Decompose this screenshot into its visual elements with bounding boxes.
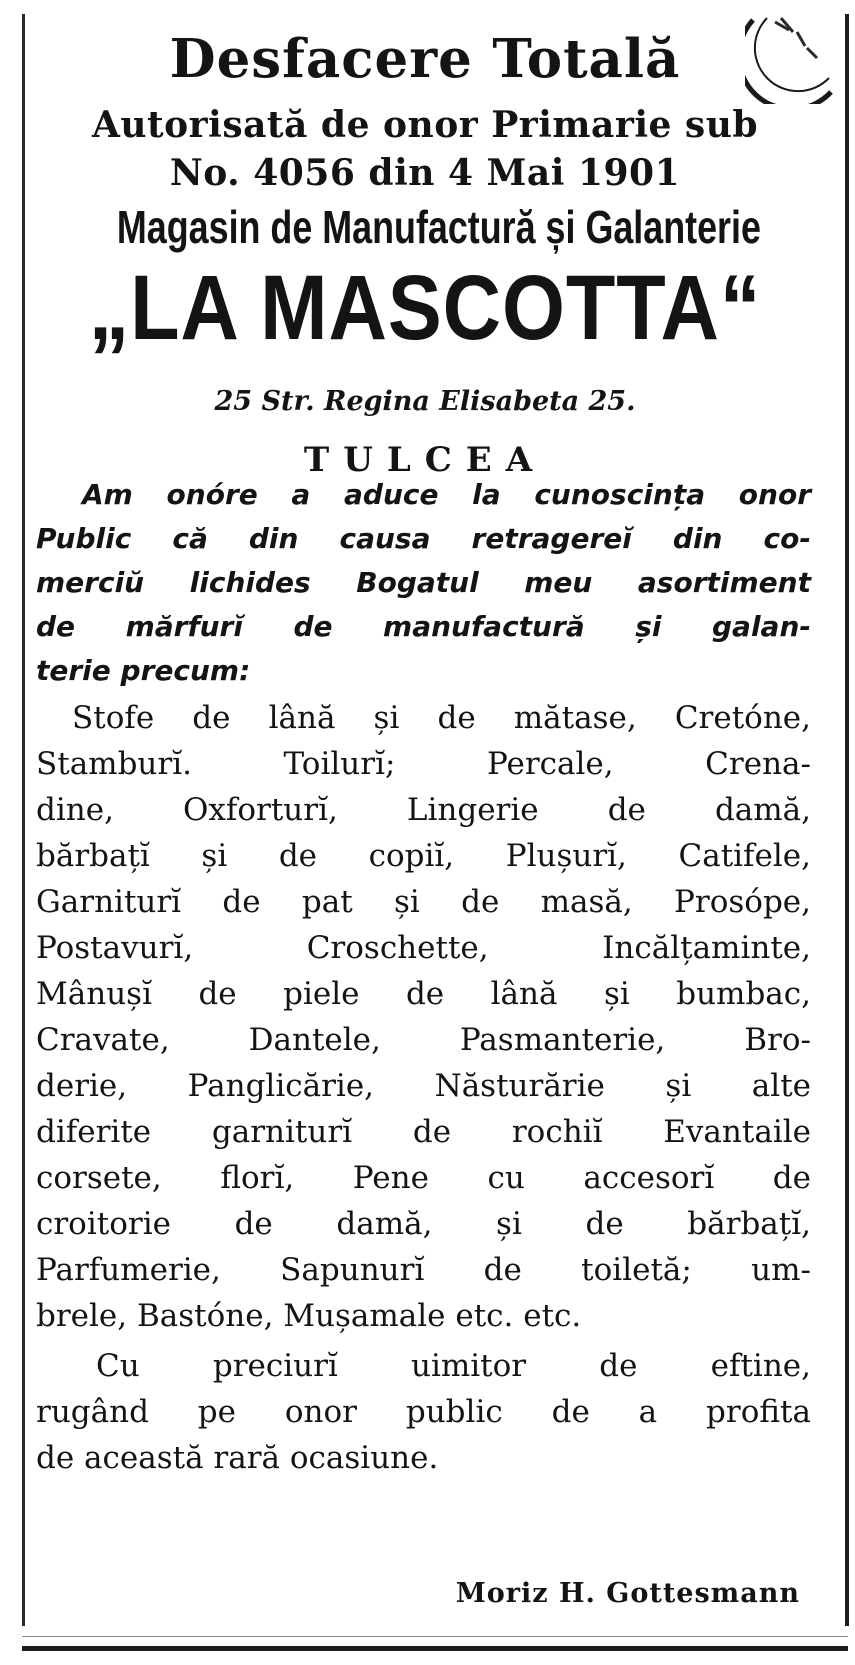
signature: Moriz H. Gottesmann	[455, 1578, 800, 1609]
goods-line: Cravate, Dantele, Pasmanterie, Bro-	[36, 1022, 811, 1058]
goods-line: croitorie de damă, și de bărbațĭ,	[36, 1206, 811, 1242]
shop-address: 25 Str. Regina Elisabeta 25.	[214, 386, 636, 417]
closing-line: de această rară ocasiune.	[36, 1440, 439, 1476]
shop-type: Magasin de Manufactură și Galanterie	[116, 201, 761, 253]
goods-line: dine, Oxforturĭ, Lingerie de damă,	[36, 792, 811, 828]
goods-line: derie, Panglicărie, Năsturărie și alte	[36, 1068, 811, 1104]
goods-line: brele, Bastóne, Mușamale etc. etc.	[36, 1298, 582, 1334]
goods-line: Postavurĭ, Croschette, Incălțaminte,	[36, 930, 811, 966]
goods-line: diferite garniturĭ de rochiĭ Evantaile	[36, 1114, 811, 1150]
headline: Desfacere Totală	[169, 28, 681, 90]
closing-line: Cu preciurĭ uimitor de eftine,	[96, 1348, 811, 1384]
bottom-rule	[22, 1646, 848, 1651]
intro-line: de mărfurĭ de manufactură și galan-	[36, 610, 811, 643]
goods-line: corsete, florĭ, Pene cu accesorĭ de	[36, 1160, 811, 1196]
bottom-thin-rule	[22, 1636, 848, 1637]
goods-line: Stamburĭ. Toilurĭ; Percale, Crena-	[36, 746, 811, 782]
goods-line: Stofe de lână și de mătase, Cretóne,	[72, 700, 811, 736]
brand-name: „LA MASCOTTA“	[88, 257, 762, 359]
goods-line: bărbațĭ și de copiĭ, Plușurĭ, Catifele,	[36, 838, 811, 874]
authorization-line-2: No. 4056 din 4 Mai 1901	[169, 152, 681, 194]
goods-line: Mânușĭ de piele de lână și bumbac,	[36, 976, 811, 1012]
authorization-line-1: Autorisată de onor Primarie sub	[91, 104, 759, 146]
city-name: TULCEA	[303, 440, 547, 480]
intro-line: Am onóre a aduce la cunoscința onor	[82, 478, 811, 511]
goods-line: Garniturĭ de pat și de masă, Prosópe,	[36, 884, 811, 920]
goods-line: Parfumerie, Sapunurĭ de toiletă; um-	[36, 1252, 811, 1288]
intro-line: terie precum:	[36, 654, 251, 687]
intro-line: merciŭ lichides Bogatul meu asortiment	[36, 566, 811, 599]
closing-line: rugând pe onor public de a profita	[36, 1394, 811, 1430]
intro-line: Public că din causa retragereĭ din co-	[36, 522, 811, 555]
